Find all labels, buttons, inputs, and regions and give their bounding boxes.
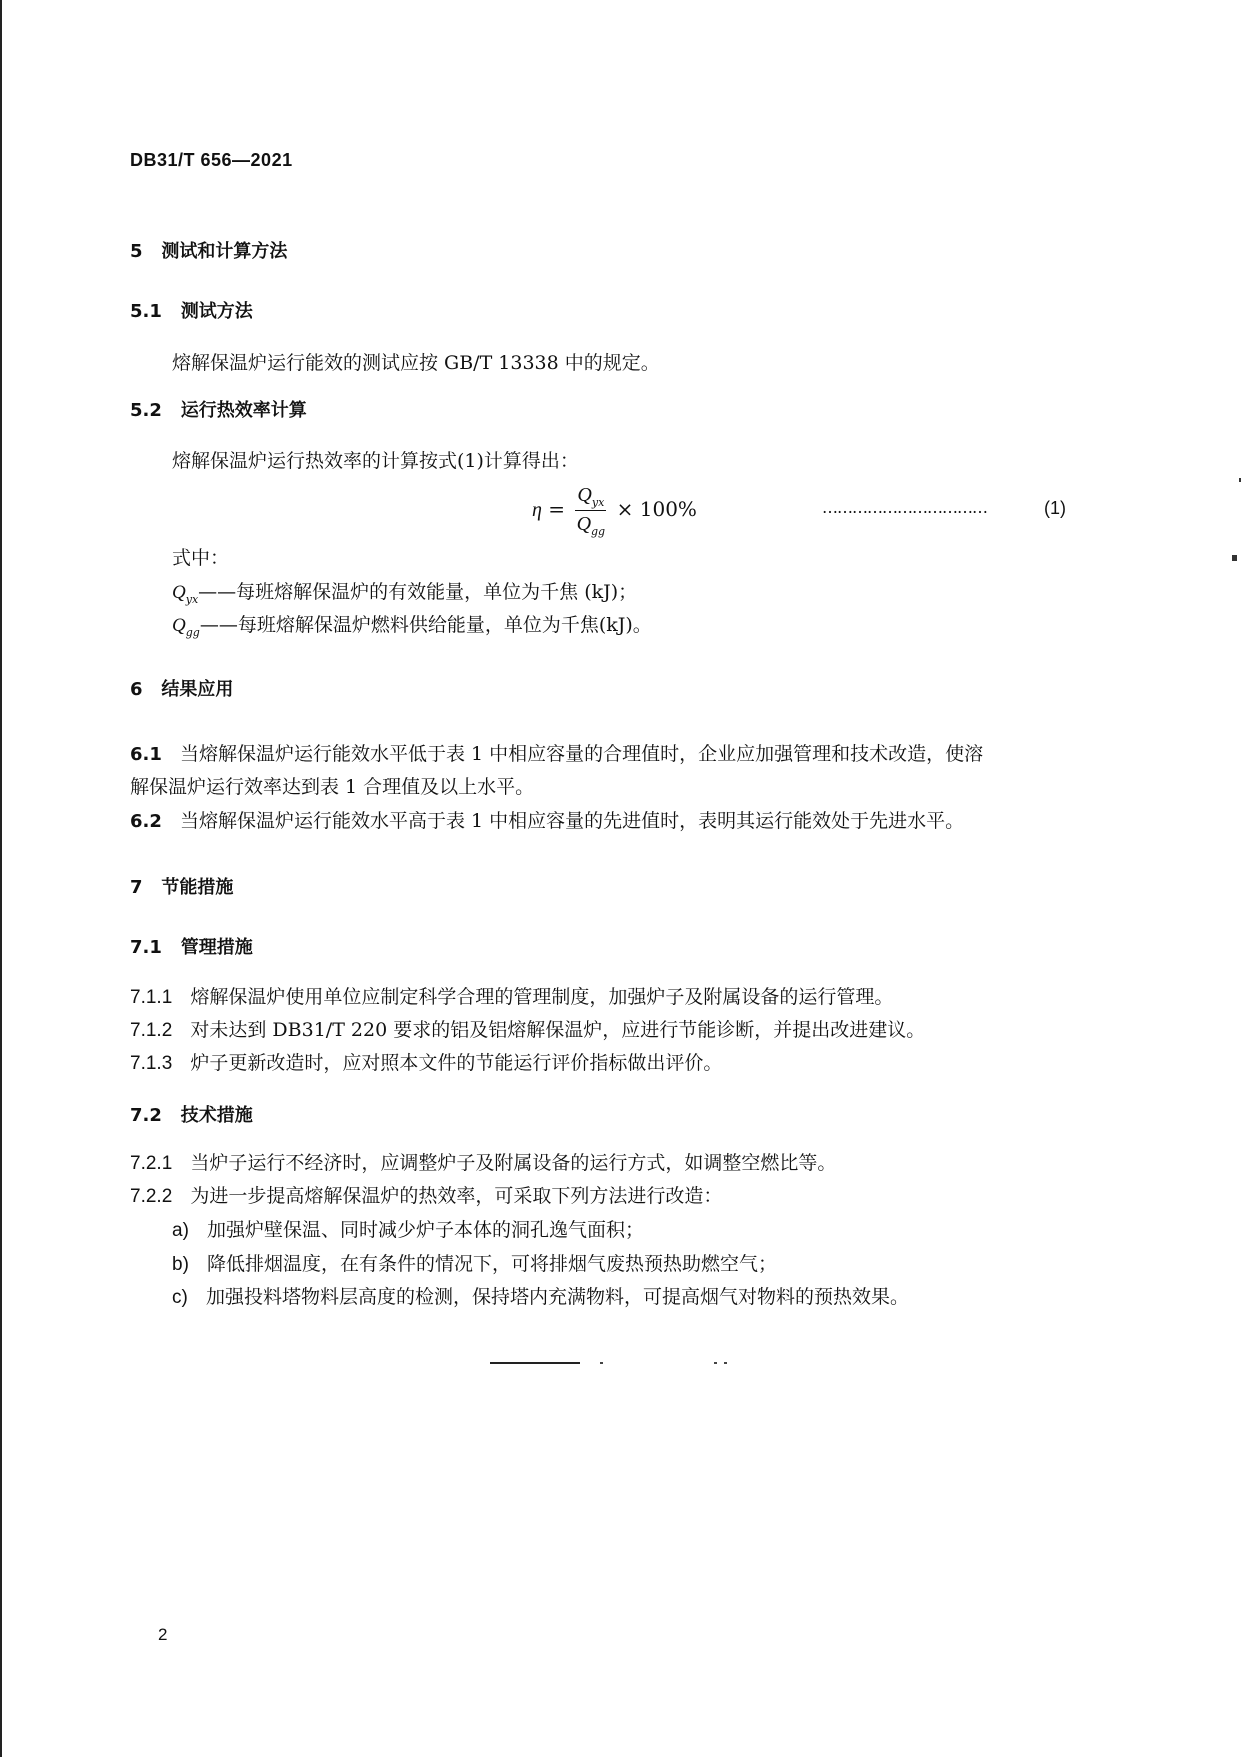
clause-text: 当熔解保温炉运行能效水平低于表 1 中相应容量的合理值时，企业应加强管理和技术改造，使溶 (180, 743, 984, 765)
def-sub: gg (185, 625, 200, 639)
section-5-heading (130, 243, 287, 261)
end-rule-dot (714, 1362, 717, 1364)
clause-number: 7.2.1 (130, 1153, 173, 1174)
list-item-b (172, 1255, 777, 1274)
clause-number: 6.2 (130, 811, 162, 832)
clause-number: 7.2.2 (130, 1186, 173, 1207)
list-text: 降低排烟温度，在有条件的情况下，可将排烟气废热预热助燃空气； (207, 1253, 778, 1275)
denominator-sub: gg (591, 525, 606, 538)
fraction-denominator (575, 511, 606, 537)
formula-intro: 熔解保温炉运行热效率的计算按式(1)计算得出： (172, 450, 579, 472)
formula-multiplier: × 100% (616, 497, 697, 521)
clause-text: 熔解保温炉使用单位应制定科学合理的管理制度，加强炉子及附属设备的运行管理。 (190, 986, 894, 1008)
formula-fraction (575, 484, 606, 537)
list-item-c (172, 1288, 909, 1307)
section-7-heading (130, 879, 233, 897)
definition-qgg (172, 616, 652, 638)
efficiency-formula (532, 484, 697, 537)
clause-text: 当熔解保温炉运行能效水平高于表 1 中相应容量的先进值时，表明其运行能效处于先进水平。 (180, 810, 965, 832)
def-text: ——每班熔解保温炉的有效能量，单位为千焦 (kJ)； (198, 581, 638, 603)
end-rule-dot (600, 1362, 603, 1364)
numerator-var: Q (577, 484, 592, 506)
clause-text: 炉子更新改造时，应对照本文件的节能运行评价指标做出评价。 (190, 1052, 723, 1074)
def-text: ——每班熔解保温炉燃料供给能量，单位为千焦(kJ)。 (199, 614, 652, 636)
clause-number: 7.1.2 (130, 1020, 173, 1041)
section-title: 管理措施 (180, 937, 253, 958)
numerator-sub: yx (591, 496, 605, 509)
clause-6-1-line2: 解保温炉运行效率达到表 1 合理值及以上水平。 (130, 776, 535, 798)
formula-eta: η (532, 499, 542, 521)
list-label: c) (172, 1287, 188, 1308)
clause-7-1-1 (130, 988, 893, 1007)
clause-text: 对未达到 DB31/T 220 要求的铝及铝熔解保温炉，应进行节能诊断，并提出改进建议。 (190, 1019, 926, 1041)
end-rule-dot (724, 1362, 727, 1364)
scan-speck (1232, 555, 1237, 561)
end-rule (490, 1362, 580, 1364)
clause-7-1-2 (130, 1021, 925, 1040)
clause-7-2-1 (130, 1154, 836, 1173)
section-title: 运行热效率计算 (180, 400, 307, 421)
def-var: Q (172, 582, 186, 603)
clause-number: 6.1 (130, 744, 162, 765)
section-5-1-heading (130, 303, 253, 321)
formula-equals: = (548, 497, 566, 521)
clause-number: 7.1.1 (130, 987, 173, 1008)
scan-speck (1239, 478, 1241, 482)
section-5-2-heading (130, 402, 307, 420)
section-title: 测试方法 (180, 301, 253, 322)
section-number: 5 (130, 241, 143, 262)
clause-7-1-3 (130, 1054, 722, 1073)
where-label: 式中： (172, 547, 230, 569)
section-number: 5.1 (130, 301, 162, 322)
section-7-2-heading (130, 1107, 253, 1125)
section-number: 7 (130, 877, 143, 898)
section-number: 7.1 (130, 937, 162, 958)
clause-text: 当炉子运行不经济时，应调整炉子及附属设备的运行方式，如调整空燃比等。 (190, 1152, 837, 1174)
denominator-var: Q (576, 513, 592, 535)
list-item-a (172, 1221, 644, 1240)
doc-id: DB31/T 656—2021 (130, 150, 293, 170)
section-7-1-heading (130, 939, 253, 957)
clause-number: 7.1.3 (130, 1053, 173, 1074)
scan-left-border (0, 0, 2, 1757)
section-title: 节能措施 (161, 877, 234, 898)
definition-qyx (172, 583, 637, 605)
section-number: 5.2 (130, 400, 162, 421)
list-label: b) (172, 1254, 189, 1275)
section-5-1-text: 熔解保温炉运行能效的测试应按 GB/T 13338 中的规定。 (172, 352, 660, 374)
section-number: 6 (130, 679, 143, 700)
list-text: 加强投料塔物料层高度的检测，保持塔内充满物料，可提高烟气对物料的预热效果。 (205, 1286, 909, 1308)
section-6-heading (130, 681, 233, 699)
section-number: 7.2 (130, 1105, 162, 1126)
clause-7-2-2 (130, 1187, 722, 1206)
fraction-numerator (575, 484, 606, 511)
section-title: 技术措施 (180, 1105, 253, 1126)
clause-6-2 (130, 812, 964, 831)
section-title: 测试和计算方法 (161, 241, 288, 262)
formula-leader: …………………………… (822, 498, 987, 517)
list-label: a) (172, 1220, 189, 1241)
def-var: Q (172, 615, 186, 636)
list-text: 加强炉壁保温、同时减少炉子本体的洞孔逸气面积； (207, 1219, 645, 1241)
clause-6-1-line1 (130, 745, 983, 764)
clause-text: 为进一步提高熔解保温炉的热效率，可采取下列方法进行改造： (190, 1185, 723, 1207)
formula-label: (1) (1044, 498, 1066, 518)
page-number: 2 (158, 1625, 168, 1644)
def-sub: yx (185, 592, 199, 606)
section-title: 结果应用 (161, 679, 234, 700)
